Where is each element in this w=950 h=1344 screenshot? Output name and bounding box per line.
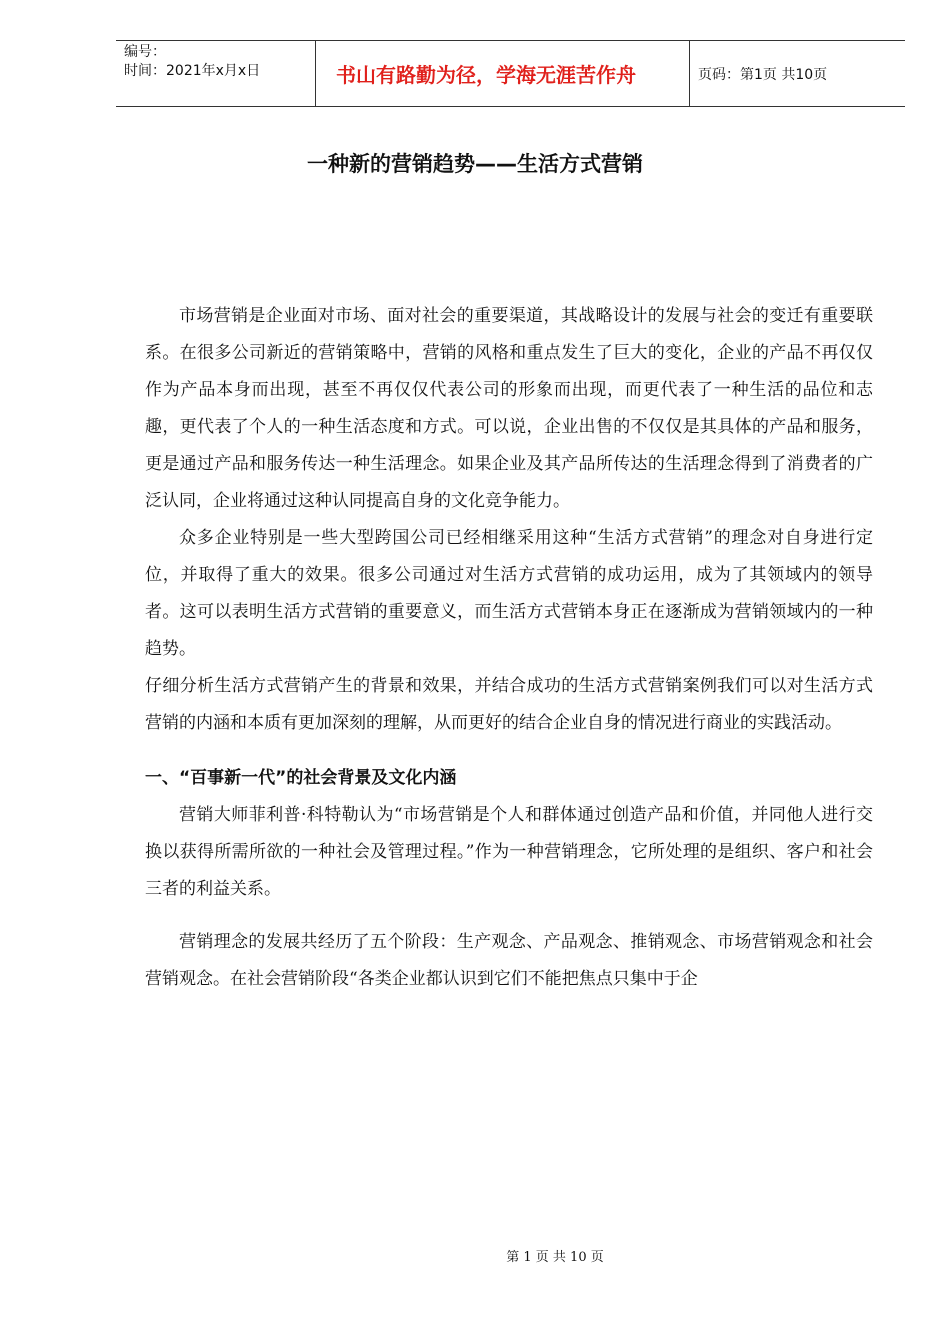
document-title: 一种新的营销趋势——生活方式营销 (307, 152, 643, 176)
document-body (145, 298, 873, 998)
paragraph-2: 众多企业特别是一些大型跨国公司已经相继采用这种“生活方式营销”的理念对自身进行定位，并取得了重大的效果。很多公司通过对生活方式营销的成功运用，成为了其领域内的领导者。这可以表明生活方式营销的重要意义，而生活方式营销本身正在逐渐成为营销领域内的一种趋势。 (145, 528, 873, 659)
paragraph-3: 仔细分析生活方式营销产生的背景和效果，并结合成功的生活方式营销案例我们可以对生活方式营销的内涵和本质有更加深刻的理解，从而更好的结合企业自身的情况进行商业的实践活动。 (145, 676, 873, 733)
header-motto: 书山有路勤为径，学海无涯苦作舟 (316, 41, 690, 106)
page-footer: 第 1 页 共 10 页 (506, 1250, 604, 1265)
number-label: 编号： (124, 44, 166, 60)
header-page-info: 页码：第1页 共10页 (698, 66, 828, 83)
page-header (116, 40, 905, 107)
time-label: 时间：2021年x月x日 (124, 63, 261, 79)
paragraph-1: 市场营销是企业面对市场、面对社会的重要渠道，其战略设计的发展与社会的变迁有重要联系。在很多公司新近的营销策略中，营销的风格和重点发生了巨大的变化，企业的产品不再仅仅作为产品本身而出现，甚至不再仅仅代表公司的形象而出现，而更代表了一种生活的品位和志趣，更代表了个人的一种生活态度和方式。可以说，企业出售的不仅仅是其具体的产品和服务，更是通过产品和服务传达一种生活理念。如果企业及其产品所传达的生活理念得到了消费者的广泛认同，企业将通过这种认同提高自身的文化竞争能力。 (145, 306, 873, 511)
section1-paragraph-2: 营销理念的发展共经历了五个阶段：生产观念、产品观念、推销观念、市场营销观念和社会营销观念。在社会营销阶段“各类企业都认识到它们不能把焦点只集中于企 (145, 932, 873, 989)
header-meta (116, 41, 316, 106)
section1-paragraph-1: 营销大师菲利普·科特勒认为“市场营销是个人和群体通过创造产品和价值，并同他人进行交换以获得所需所欲的一种社会及管理过程。”作为一种营销理念，它所处理的是组织、客户和社会三者的利益关系。 (145, 805, 873, 899)
section-heading-1: 一、“百事新一代”的社会背景及文化内涵 (145, 768, 457, 788)
